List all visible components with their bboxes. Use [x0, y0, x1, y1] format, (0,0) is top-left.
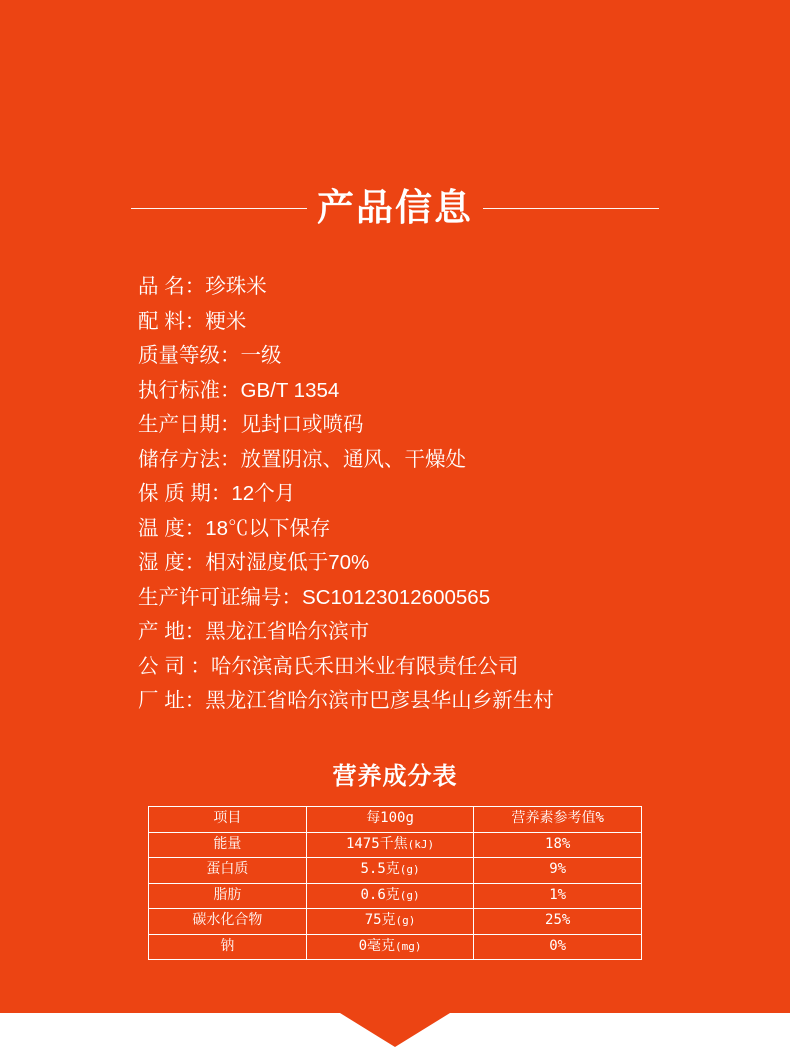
list-item	[138, 650, 758, 685]
cell-item: 蛋白质	[149, 858, 307, 884]
page-title-row	[0, 186, 790, 230]
info-label: 执行标准：	[138, 378, 241, 402]
info-label: 产 地：	[138, 620, 206, 643]
info-label: 湿 度：	[138, 551, 206, 574]
cell-amount-unit: (g)	[395, 914, 416, 927]
table-row	[149, 858, 642, 884]
cell-item: 钠	[149, 934, 307, 960]
bottom-notch-decoration	[0, 1013, 790, 1053]
cell-nrv: 18%	[474, 832, 642, 858]
column-header-item: 项目	[149, 807, 307, 833]
info-value: 哈尔滨高氏禾田米业有限责任公司	[210, 654, 519, 678]
info-label: 生产许可证编号：	[138, 585, 302, 609]
cell-amount-value: 0.6克	[360, 886, 400, 903]
cell-item: 能量	[149, 832, 307, 858]
cell-amount-value: 5.5克	[360, 861, 400, 877]
column-header-nrv: 营养素参考值%	[474, 807, 642, 833]
info-label: 厂 址：	[138, 689, 206, 712]
product-info-list	[138, 270, 758, 719]
title-rule-right	[483, 208, 659, 209]
info-label: 生产日期：	[138, 413, 241, 436]
info-label: 品 名：	[138, 275, 206, 298]
cell-nrv: 9%	[474, 858, 642, 884]
info-value: 相对湿度低于70%	[205, 551, 370, 574]
cell-amount-value: 1475千焦	[345, 835, 408, 852]
nutrition-table-title: 营养成分表	[332, 763, 458, 790]
info-value: SC10123012600565	[302, 585, 491, 609]
list-item	[138, 408, 758, 443]
list-item	[138, 305, 758, 340]
list-item	[138, 339, 758, 374]
info-value: 粳米	[205, 309, 247, 333]
cell-nrv: 0%	[474, 934, 642, 960]
list-item	[138, 374, 758, 409]
cell-amount-value: 0毫克	[358, 937, 396, 954]
table-row	[149, 832, 642, 858]
cell-amount	[306, 909, 474, 935]
list-item	[138, 546, 758, 581]
table-row	[149, 883, 642, 909]
info-value: GB/T 1354	[240, 378, 340, 402]
cell-item: 碳水化合物	[149, 909, 307, 935]
cell-amount-value: 75克	[364, 912, 396, 928]
list-item	[138, 270, 758, 305]
list-item	[138, 477, 758, 512]
table-header-row	[149, 807, 642, 833]
info-value: 12个月	[231, 482, 296, 505]
cell-nrv: 1%	[474, 883, 642, 909]
table-row	[149, 934, 642, 960]
column-header-amount: 每100g	[306, 807, 474, 833]
cell-amount-unit: (mg)	[395, 939, 422, 953]
info-label: 质量等级：	[138, 344, 241, 367]
info-value: 黑龙江省哈尔滨市巴彦县华山乡新生村	[205, 689, 554, 712]
cell-amount-unit: (kJ)	[407, 837, 435, 851]
title-rule-left	[131, 208, 307, 209]
list-item	[138, 443, 758, 478]
info-label: 储存方法：	[138, 447, 241, 471]
cell-nrv: 25%	[474, 909, 642, 935]
info-label: 公 司 ：	[138, 654, 211, 678]
nutrition-table	[148, 806, 642, 960]
page-title: 产品信息	[317, 187, 473, 228]
cell-amount	[306, 934, 474, 960]
info-value: 黑龙江省哈尔滨市	[205, 620, 370, 643]
list-item	[138, 684, 758, 719]
cell-amount-unit: (g)	[399, 888, 420, 902]
list-item	[138, 581, 758, 616]
info-value: 一级	[240, 344, 282, 367]
info-label: 保 质 期：	[138, 482, 232, 505]
info-label: 配 料：	[138, 309, 206, 333]
cell-amount	[306, 832, 474, 858]
cell-amount-unit: (g)	[399, 863, 420, 876]
info-value: 放置阴凉、通风、干燥处	[240, 447, 466, 471]
cell-amount	[306, 858, 474, 884]
table-row	[149, 909, 642, 935]
list-item	[138, 615, 758, 650]
info-value: 18℃以下保存	[205, 516, 331, 540]
cell-item: 脂肪	[149, 883, 307, 909]
info-label: 温 度：	[138, 516, 206, 540]
cell-amount	[306, 883, 474, 909]
info-value: 珍珠米	[205, 275, 267, 298]
info-value: 见封口或喷码	[240, 413, 364, 436]
list-item	[138, 512, 758, 547]
